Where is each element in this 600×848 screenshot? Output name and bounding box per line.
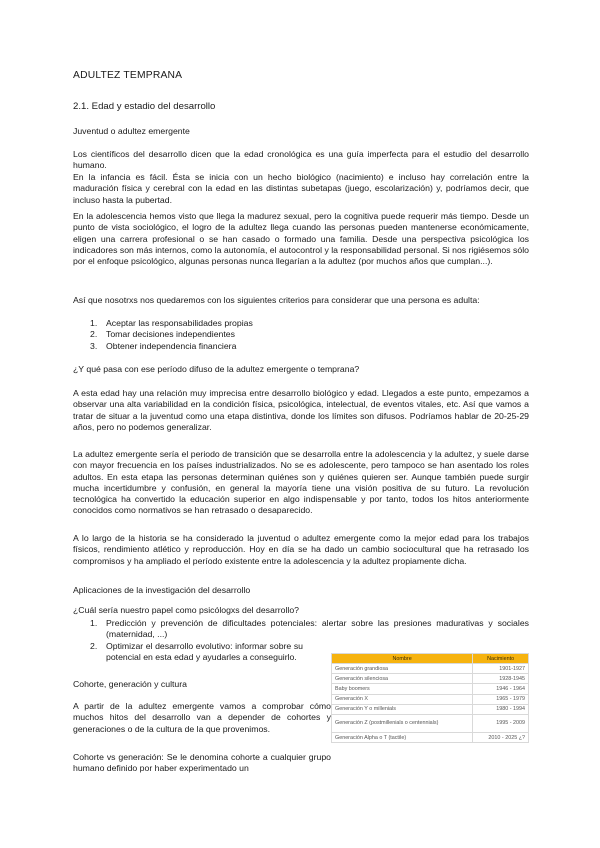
column-header-birth: Nacimiento: [473, 654, 529, 664]
question-heading-2: ¿Cuál sería nuestro papel como psicólogxs del desarrollo?: [73, 605, 299, 615]
table-row: Baby boomers 1946 - 1964: [332, 684, 529, 694]
subheading-aplicaciones: Aplicaciones de la investigación del desarrollo: [73, 585, 251, 595]
list-item: 1. Aceptar las responsabilidades propias: [90, 318, 253, 328]
table-row: Generación Alpha o T (tactile) 2010 - 2025 ¿?: [332, 732, 529, 742]
criteria-list: [73, 318, 529, 352]
subheading-juventud: Juventud o adultez emergente: [73, 126, 190, 136]
paragraph-8: A partir de la adultez emergente vamos a comprobar cómo muchos hitos del desarrollo van a depender de cohortes y generaciones o de la cultura de la que provenimos.: [73, 701, 331, 734]
list-item: 2. Tomar decisiones independientes: [90, 329, 235, 340]
subheading-cohorte: Cohorte, generación y cultura: [73, 679, 187, 689]
document-page: [73, 0, 529, 848]
table-row: Generación grandiosa 1901-1927: [332, 664, 529, 674]
list-item: 3. Obtener independencia financiera: [90, 340, 237, 351]
table-row: Generación Z (postmillenials o centennials) 1995 - 2009: [332, 714, 529, 732]
table-row: Generación X 1965 - 1979: [332, 694, 529, 704]
generations-table: [331, 653, 529, 743]
table-row: Generación Y o millenials 1980 - 1994: [332, 704, 529, 714]
paragraph-7: A lo largo de la historia se ha considerado la juventud o adultez emergente como la mejor edad para los trabajos físicos, rendimiento atlético y reproducción. Hoy en día se ha dado un cambio sociocultural que ha retrasado los compromisos y ha ampliado el período existente entre la adolescencia y la adultez propiamente dicha.: [73, 533, 529, 566]
paragraph-5: A esta edad hay una relación muy imprecisa entre desarrollo biológico y edad. Llegados a este punto, empezamos a observar una alta variabilidad en la condición física, psicológica, intelectual, de eventos vitales, etc. Así que vamos a tratar de situar a la juventud como una etapa distintiva, donde los límites son difusos. Podríamos hablar de 20-25-29 años, pero no podemos generalizar.: [73, 388, 529, 432]
list-item: 1. Predicción y prevención de dificultades potenciales: alertar sobre las presiones madurativas y sociales (maternidad, ...): [90, 618, 529, 640]
paragraph-3: En la adolescencia hemos visto que llega la madurez sexual, pero la cognitiva puede requerir más tiempo. Desde un punto de vista sociológico, el logro de la adultez llega cuando las personas pueden mantenerse económicamente, eligen una carrera profesional o se han casado o formado una familia. Desde una perspectiva psicológica los indicadores son más internos, como la autonomía, el autocontrol y la responsabilidad personal. Si nos rigiésemos sólo por el enfoque psicológico, algunas personas nunca llegarían a la adultez (por muchos años que cumplan...).: [73, 211, 529, 267]
table-row: Generación silenciosa 1928-1945: [332, 674, 529, 684]
list-item: 2. Optimizar el desarrollo evolutivo: informar sobre su potencial en esta edad y ayudarles a conseguirlo.: [90, 640, 303, 662]
paragraph-2: En la infancia es fácil. Ésta se inicia con un hecho biológico (nacimiento) e incluso hay correlación entre la maduración física y cerebral con la edad en las distintas subetapas (juego, escolarización) y, podríamos decir, que incluso hasta la pubertad.: [73, 172, 529, 205]
column-header-name: Nombre: [332, 654, 473, 664]
page-title: ADULTEZ TEMPRANA: [73, 70, 183, 81]
table-header-row: [332, 654, 529, 664]
paragraph-1: Los científicos del desarrollo dicen que la edad cronológica es una guía imperfecta para el estudio del desarrollo humano.: [73, 149, 529, 171]
paragraph-9: Cohorte vs generación: Se le denomina cohorte a cualquier grupo humano definido por haber experimentado un: [73, 752, 331, 774]
paragraph-6: La adultez emergente sería el periodo de transición que se desarrolla entre la adolescencia y la adultez, y suele darse con mayor frecuencia en los países industrializados. No se es adolescente, pero tampoco se han asentado los roles adultos. En esta etapa las personas determinan quiénes son y quiénes quieren ser. Aunque también puede surgir mucha incertidumbre y confusión, en general la mayoría tiene una visión positiva de su futuro. La revolución tecnológica ha convertido la educación superior en algo indispensable y por tanto, todos los hitos anteriormente conocidos como normativos se han retrasado o desaparecido.: [73, 449, 529, 516]
question-heading-1: ¿Y qué pasa con ese período difuso de la adultez emergente o temprana?: [73, 364, 360, 374]
section-heading: 2.1. Edad y estadio del desarrollo: [73, 101, 216, 112]
paragraph-4: Así que nosotrxs nos quedaremos con los siguientes criterios para considerar que una persona es adulta:: [73, 295, 480, 305]
